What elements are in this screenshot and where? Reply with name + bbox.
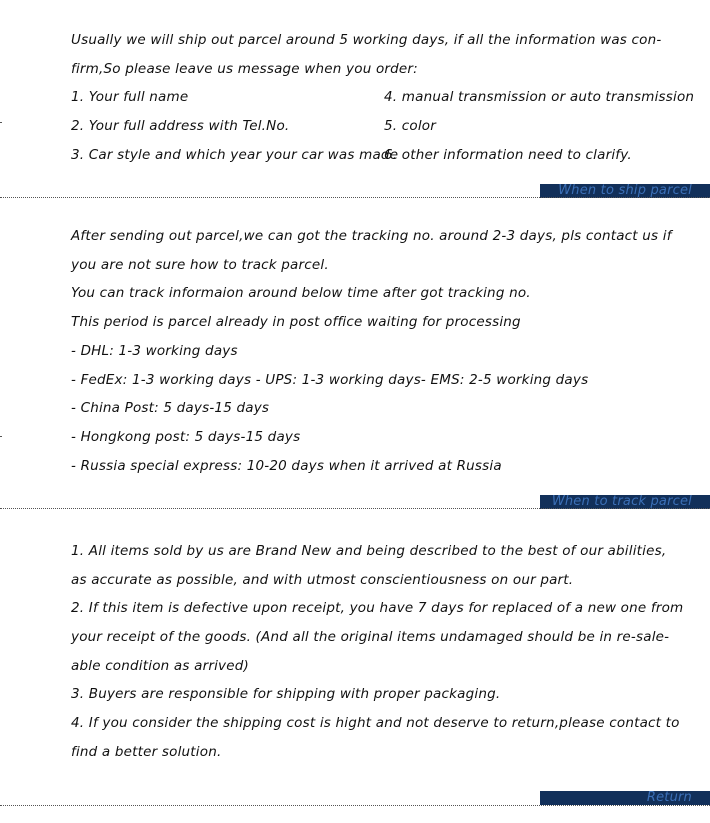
shipping-intro-line-1: Usually we will ship out parcel around 5 working days, if all the information was con-	[71, 32, 662, 48]
return-line-3: 2. If this item is defective upon receipt, you have 7 days for replaced of a new one from	[71, 600, 684, 616]
section-divider-3	[0, 805, 710, 806]
order-info-item-5: 5. color	[384, 118, 437, 134]
return-line-8: find a better solution.	[71, 744, 222, 760]
shipping-intro-line-2: firm,So please leave us message when you order:	[71, 61, 418, 77]
order-info-item-6: 6. other information need to clarify.	[384, 147, 632, 163]
carrier-russia-express: - Russia special express: 10-20 days when it arrived at Russia	[71, 458, 502, 474]
return-line-5: able condition as arrived)	[71, 658, 249, 674]
return-line-1: 1. All items sold by us are Brand New and being described to the best of our abilities,	[71, 543, 667, 559]
section-divider-2	[0, 508, 710, 509]
tracking-line-2: you are not sure how to track parcel.	[71, 257, 329, 273]
tracking-line-1: After sending out parcel,we can got the tracking no. around 2-3 days, pls contact us if	[71, 228, 672, 244]
carrier-fedex-ups-ems: - FedEx: 1-3 working days - UPS: 1-3 working days- EMS: 2-5 working days	[71, 372, 589, 388]
order-info-item-2: 2. Your full address with Tel.No.	[71, 118, 290, 134]
banner-ship-label: When to ship parcel	[558, 184, 692, 198]
section-banner-ship	[540, 184, 710, 198]
return-line-7: 4. If you consider the shipping cost is hight and not deserve to return,please contact to	[71, 715, 680, 731]
carrier-hongkong-post: - Hongkong post: 5 days-15 days	[71, 429, 301, 445]
order-info-item-1: 1. Your full name	[71, 89, 189, 105]
margin-tick	[0, 122, 2, 123]
order-info-item-3: 3. Car style and which year your car was made	[71, 147, 399, 163]
section-divider-1	[0, 197, 710, 198]
return-line-6: 3. Buyers are responsible for shipping with proper packaging.	[71, 686, 501, 702]
banner-track-label: When to track parcel	[551, 495, 692, 509]
margin-tick	[0, 436, 2, 437]
tracking-line-3: You can track informaion around below time after got tracking no.	[71, 285, 531, 301]
section-banner-track	[540, 495, 710, 509]
carrier-china-post: - China Post: 5 days-15 days	[71, 400, 270, 416]
return-line-2: as accurate as possible, and with utmost conscientiousness on our part.	[71, 572, 574, 588]
order-info-item-4: 4. manual transmission or auto transmission	[384, 89, 695, 105]
section-banner-return	[540, 791, 710, 805]
banner-return-label: Return	[646, 791, 692, 805]
return-line-4: your receipt of the goods. (And all the original items undamaged should be in re-sale-	[71, 629, 670, 645]
tracking-line-4: This period is parcel already in post office waiting for processing	[71, 314, 521, 330]
carrier-dhl: - DHL: 1-3 working days	[71, 343, 238, 359]
